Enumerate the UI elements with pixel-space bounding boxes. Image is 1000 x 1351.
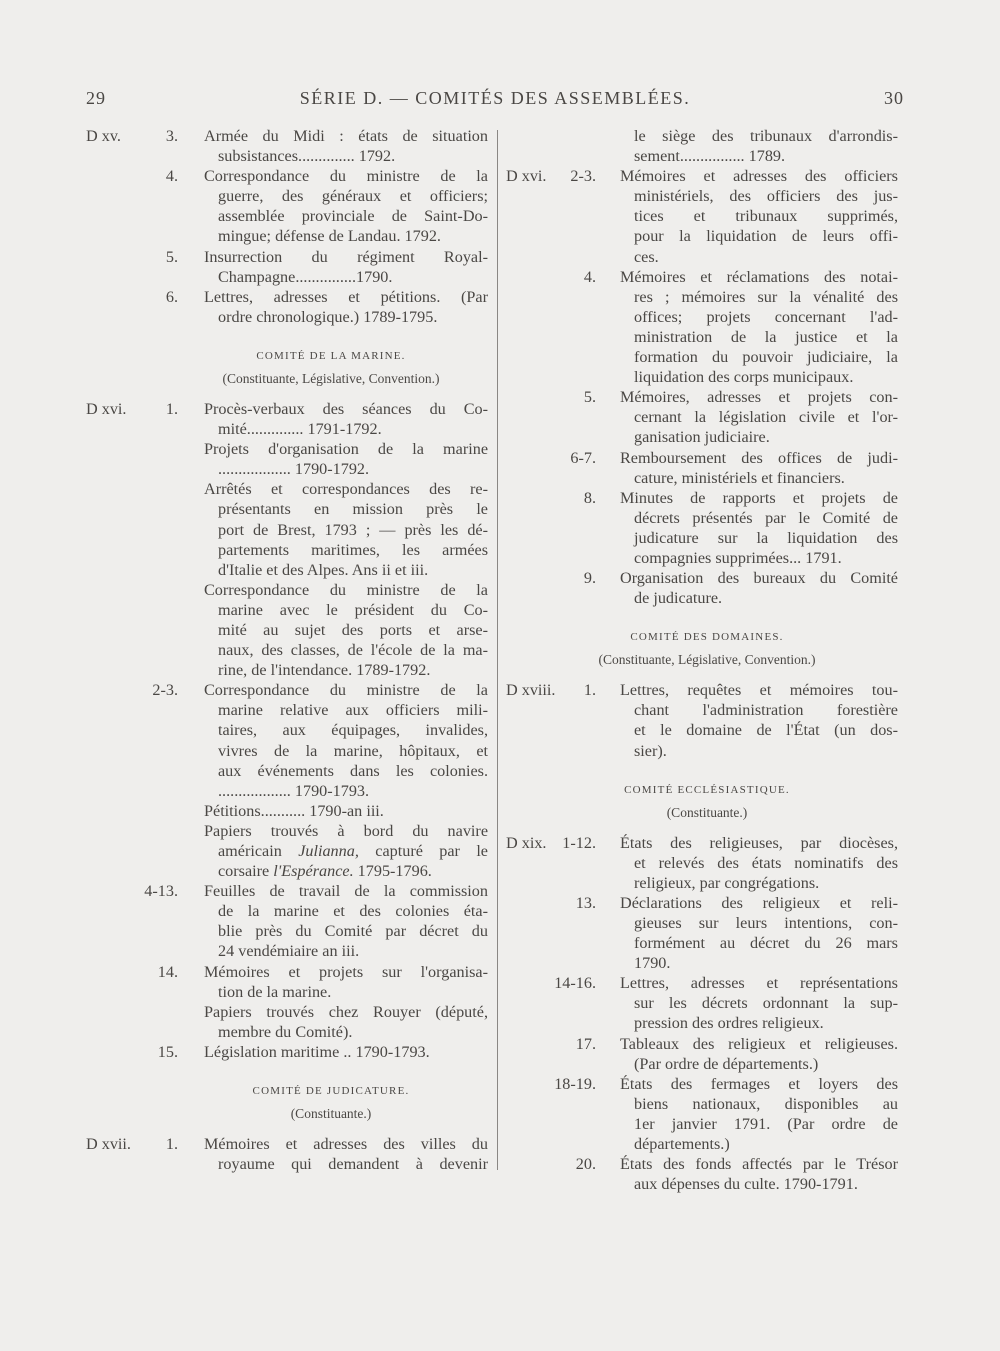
text-line: 1790. bbox=[634, 954, 671, 973]
text-line: formation du pouvoir judiciaire, la bbox=[634, 348, 898, 367]
entry-text bbox=[204, 1134, 488, 1174]
entry-text bbox=[204, 680, 488, 881]
entry-text bbox=[620, 893, 898, 973]
text-line: Correspondance du ministre de la bbox=[204, 580, 488, 599]
text-line: ordre chronologique.) 1789-1795. bbox=[218, 307, 438, 326]
text-line: sement................ 1789. bbox=[634, 147, 786, 166]
text-line: Mémoires, adresses et projets con- bbox=[620, 388, 898, 407]
text-line: Correspondance du ministre de la bbox=[204, 681, 488, 700]
section-subtitle: (Constituante, Législative, Convention.) bbox=[222, 370, 440, 386]
text-line: pression des ordres religieux. bbox=[634, 1014, 824, 1033]
series-code: D xviii. bbox=[506, 681, 556, 700]
entry-text bbox=[620, 973, 898, 1033]
entry-text bbox=[620, 1034, 898, 1074]
text-line: guerre, des généraux et officiers; bbox=[218, 187, 488, 206]
section-title: COMITÉ DE JUDICATURE. bbox=[252, 1085, 410, 1098]
entry-text bbox=[620, 1074, 898, 1154]
entry-dxvii-6-7 bbox=[506, 448, 898, 488]
text-line: cernant la législation civile et l'or- bbox=[634, 408, 898, 427]
entry-text bbox=[620, 267, 898, 388]
text-line: aux événements dans les colonies. bbox=[218, 761, 488, 780]
entry-dxvii-2-3 bbox=[506, 166, 898, 266]
text-line: Lettres, requêtes et mémoires tou- bbox=[620, 681, 898, 700]
section-title: COMITÉ ECCLÉSIASTIQUE. bbox=[624, 783, 790, 796]
left-column bbox=[86, 126, 488, 1174]
text-line: Législation maritime .. 1790-1793. bbox=[204, 1042, 430, 1061]
text-line: tices et tribunaux supprimés, bbox=[634, 207, 898, 226]
text-line: le siège des tribunaux d'arrondis- bbox=[634, 127, 898, 145]
text-line: mingue; défense de Landau. 1792. bbox=[218, 227, 441, 246]
text-line: Remboursement des offices de judi- bbox=[620, 448, 898, 467]
text-line: de judicature. bbox=[634, 589, 723, 608]
text-line: de la marine et des colonies éta- bbox=[218, 902, 488, 921]
text-line: États des fonds affectés par le Trésor bbox=[620, 1155, 898, 1174]
text-line: Mémoires et réclamations des notai- bbox=[620, 267, 898, 286]
text-line: Pétitions........... 1790-an iii. bbox=[204, 801, 384, 820]
entry-text bbox=[204, 962, 488, 1042]
text-line: Arrêtés et correspondances des re- bbox=[204, 480, 488, 499]
item-number: 9. bbox=[583, 569, 596, 588]
entry-dxvii-5 bbox=[506, 387, 898, 447]
text-line: sur les décrets ordonnant la sup- bbox=[634, 994, 898, 1013]
right-column bbox=[506, 126, 898, 1194]
item-number: 1-12. bbox=[562, 833, 596, 852]
text-line: ministration de la justice et la bbox=[634, 327, 898, 346]
text-line: Mémoires et adresses des villes du bbox=[204, 1135, 488, 1154]
text-line: .................. 1790-1793. bbox=[218, 781, 370, 800]
text-line: aux dépenses du culte. 1790-1791. bbox=[634, 1175, 858, 1194]
entry-text bbox=[620, 680, 898, 760]
item-number: 18-19. bbox=[554, 1074, 596, 1093]
section-heading-judicature bbox=[86, 1080, 488, 1126]
text-line: blie près du Comité par décret du bbox=[218, 922, 488, 941]
entry-dxv-5 bbox=[86, 247, 488, 287]
item-number: 1. bbox=[165, 1135, 178, 1154]
text-line: membre du Comité). bbox=[218, 1022, 353, 1041]
text-line: chant l'administration forestière bbox=[634, 701, 898, 720]
item-number: 4-13. bbox=[144, 882, 178, 901]
entry-dxv-6 bbox=[86, 287, 488, 327]
item-number: 1. bbox=[165, 399, 178, 418]
item-number: 6-7. bbox=[570, 448, 596, 467]
page-number-right: 30 bbox=[884, 88, 904, 108]
text-line: offices; projets concernant l'ad- bbox=[634, 307, 898, 326]
section-heading-marine bbox=[86, 345, 488, 391]
entry-text bbox=[204, 399, 488, 680]
text-fragment: corsaire bbox=[218, 862, 274, 881]
text-line: naux, des classes, de l'école de la ma- bbox=[218, 641, 488, 660]
text-line: Insurrection du régiment Royal- bbox=[204, 247, 488, 266]
entry-dxvi-1 bbox=[86, 399, 488, 680]
text-line: port de Brest, 1793 ; — près les dé- bbox=[218, 520, 488, 539]
entry-dxix-1-12 bbox=[506, 833, 898, 893]
item-number: 14-16. bbox=[554, 974, 596, 993]
text-line: Papiers trouvés à bord du navire bbox=[204, 821, 488, 840]
entry-dxix-18-19 bbox=[506, 1074, 898, 1154]
text-line: Lettres, adresses et représentations bbox=[620, 974, 898, 993]
ship-name: Julianna, bbox=[298, 842, 359, 860]
item-number: 1. bbox=[583, 681, 596, 700]
text-line: gieuses sur leurs intentions, con- bbox=[634, 914, 898, 932]
entry-dxvii-1 bbox=[86, 1134, 488, 1174]
text-line: vivres de la marine, hôpitaux, et bbox=[218, 741, 488, 760]
text-line: États des religieuses, par diocèses, bbox=[620, 833, 898, 852]
text-line: (Par ordre de départements.) bbox=[634, 1054, 819, 1073]
text-line: départements.) bbox=[634, 1135, 730, 1154]
text-line: formément au décret du 26 mars bbox=[634, 934, 898, 953]
entry-text bbox=[620, 387, 898, 447]
item-number: 5. bbox=[165, 247, 178, 266]
text-line: Correspondance du ministre de la bbox=[204, 167, 488, 186]
entry-dxviii-1 bbox=[506, 680, 898, 760]
text-fragment: capturé par le bbox=[358, 842, 488, 860]
text-line: pour la liquidation de leurs offi- bbox=[634, 227, 898, 246]
text-line: cature, ministériels et financiers. bbox=[634, 468, 845, 487]
item-number: 14. bbox=[157, 962, 178, 981]
section-heading-ecclesiastique bbox=[506, 779, 898, 825]
entry-dxvii-8 bbox=[506, 488, 898, 568]
text-line: Organisation des bureaux du Comité bbox=[620, 569, 898, 588]
text-line: subsistances.............. 1792. bbox=[218, 147, 396, 166]
page-header bbox=[86, 88, 904, 116]
item-number: 20. bbox=[575, 1155, 596, 1174]
text-line: Procès-verbaux des séances du Co- bbox=[204, 399, 488, 418]
item-number: 8. bbox=[583, 488, 596, 507]
series-code: D xix. bbox=[506, 833, 547, 852]
item-number: 3. bbox=[165, 127, 178, 145]
entry-text bbox=[204, 1042, 488, 1062]
text-line: décrets présentés par le Comité de bbox=[634, 508, 898, 527]
item-number: 4. bbox=[583, 267, 596, 286]
section-title: COMITÉ DES DOMAINES. bbox=[630, 631, 784, 644]
text-line: partements maritimes, les armées bbox=[218, 540, 488, 559]
item-number: 17. bbox=[575, 1034, 596, 1053]
text-line: mité au sujet des ports et arse- bbox=[218, 620, 488, 639]
text-line: Déclarations des religieux et reli- bbox=[620, 893, 898, 912]
entry-text bbox=[204, 247, 488, 287]
text-line: et relevés des états nominatifs des bbox=[634, 853, 898, 872]
text-line: États des fermages et loyers des bbox=[620, 1074, 898, 1093]
text-line: rine, de l'intendance. 1789-1792. bbox=[218, 661, 431, 680]
text-line: assemblée provinciale de Saint-Do- bbox=[218, 207, 488, 226]
entry-dxv-4 bbox=[86, 166, 488, 246]
entry-dxvii-4 bbox=[506, 267, 898, 388]
text-line bbox=[204, 841, 488, 861]
page-title: SÉRIE D. — COMITÉS DES ASSEMBLÉES. bbox=[299, 88, 691, 108]
series-code: D xv. bbox=[86, 127, 121, 145]
text-line: res ; mémoires sur la vénalité des bbox=[634, 287, 898, 306]
text-line: taires, aux équipages, invalides, bbox=[218, 721, 488, 740]
text-fragment: 1795-1796. bbox=[353, 862, 432, 881]
text-line: Papiers trouvés chez Rouyer (député, bbox=[204, 1002, 488, 1021]
entry-dxvii-1-continued bbox=[506, 126, 898, 166]
entry-text bbox=[620, 448, 898, 488]
entry-dxix-13 bbox=[506, 893, 898, 973]
entry-dxix-20 bbox=[506, 1154, 898, 1194]
item-number: 6. bbox=[165, 287, 178, 306]
series-code: D xvii. bbox=[86, 1135, 131, 1154]
section-subtitle: (Constituante, Législative, Convention.) bbox=[598, 652, 816, 668]
text-line: ganisation judiciaire. bbox=[634, 428, 770, 447]
text-fragment: américain bbox=[218, 842, 299, 860]
entry-dxvi-2-3 bbox=[86, 680, 488, 881]
text-line: Lettres, adresses et pétitions. (Par bbox=[204, 287, 488, 306]
text-line: d'Italie et des Alpes. Ans ii et iii. bbox=[218, 560, 429, 579]
text-line: ministériels, des officiers des jus- bbox=[634, 187, 898, 206]
text-line: marine avec le président du Co- bbox=[218, 600, 488, 619]
text-line bbox=[204, 861, 488, 881]
text-line: Armée du Midi : états de situation bbox=[204, 127, 488, 145]
section-title: COMITÉ DE LA MARINE. bbox=[256, 349, 406, 362]
entry-dxvii-9 bbox=[506, 568, 898, 608]
text-line: judicature sur la liquidation des bbox=[634, 528, 898, 547]
column-divider bbox=[497, 130, 498, 1170]
text-line: Mémoires et projets sur l'organisa- bbox=[204, 962, 488, 981]
entry-text bbox=[204, 881, 488, 961]
item-number: 15. bbox=[157, 1042, 178, 1061]
text-line: Feuilles de travail de la commission bbox=[204, 882, 488, 901]
text-line: présentants en mission près le bbox=[218, 500, 488, 519]
text-line: ces. bbox=[634, 247, 659, 266]
series-code: D xvi. bbox=[86, 399, 127, 418]
text-line: Mémoires et adresses des officiers bbox=[620, 167, 898, 186]
text-line: 1er janvier 1791. (Par ordre de bbox=[634, 1114, 898, 1133]
series-code: D xvi. bbox=[506, 167, 547, 186]
entry-text bbox=[620, 166, 898, 266]
entry-text bbox=[620, 126, 898, 166]
entry-text bbox=[620, 1154, 898, 1194]
text-line: et le domaine de l'État (un dos- bbox=[634, 721, 898, 740]
entry-text bbox=[620, 488, 898, 568]
entry-dxvi-4-13 bbox=[86, 881, 488, 961]
text-line: marine relative aux officiers mili- bbox=[218, 701, 488, 720]
item-number: 13. bbox=[575, 893, 596, 912]
text-line: royaume qui demandent à devenir bbox=[218, 1155, 488, 1174]
item-number: 4. bbox=[165, 167, 178, 186]
entry-dxvi-14 bbox=[86, 962, 488, 1042]
text-line: liquidation des corps municipaux. bbox=[634, 368, 854, 387]
text-line: Minutes de rapports et projets de bbox=[620, 488, 898, 507]
entry-text bbox=[204, 287, 488, 327]
text-line: 24 vendémiaire an iii. bbox=[218, 942, 360, 961]
text-line: tion de la marine. bbox=[218, 982, 332, 1001]
section-heading-domaines bbox=[506, 626, 898, 672]
text-line: .................. 1790-1792. bbox=[218, 460, 370, 479]
text-line: religieux, par congrégations. bbox=[634, 873, 820, 892]
entry-text bbox=[204, 126, 488, 166]
entry-dxvi-15 bbox=[86, 1042, 488, 1062]
entry-text bbox=[620, 568, 898, 608]
text-line: sier). bbox=[634, 741, 667, 760]
text-line: Champagne...............1790. bbox=[218, 267, 393, 286]
text-line: Tableaux des religieux et religieuses. bbox=[620, 1034, 898, 1053]
entry-dxix-17 bbox=[506, 1034, 898, 1074]
entry-text bbox=[204, 166, 488, 246]
text-line: biens nationaux, disponibles au bbox=[634, 1094, 898, 1113]
entry-text bbox=[620, 833, 898, 893]
section-subtitle: (Constituante.) bbox=[290, 1106, 372, 1122]
text-line: Projets d'organisation de la marine bbox=[204, 440, 488, 459]
text-line: mité.............. 1791-1792. bbox=[218, 420, 382, 439]
item-number: 5. bbox=[583, 388, 596, 407]
text-line: compagnies supprimées... 1791. bbox=[634, 548, 842, 567]
item-number: 2-3. bbox=[152, 681, 178, 700]
ship-name: l'Espérance. bbox=[273, 862, 354, 881]
page-number-left: 29 bbox=[86, 88, 106, 108]
section-subtitle: (Constituante.) bbox=[666, 804, 748, 820]
entry-dxix-14-16 bbox=[506, 973, 898, 1033]
item-number: 2-3. bbox=[570, 167, 596, 186]
entry-dxv-3 bbox=[86, 126, 488, 166]
